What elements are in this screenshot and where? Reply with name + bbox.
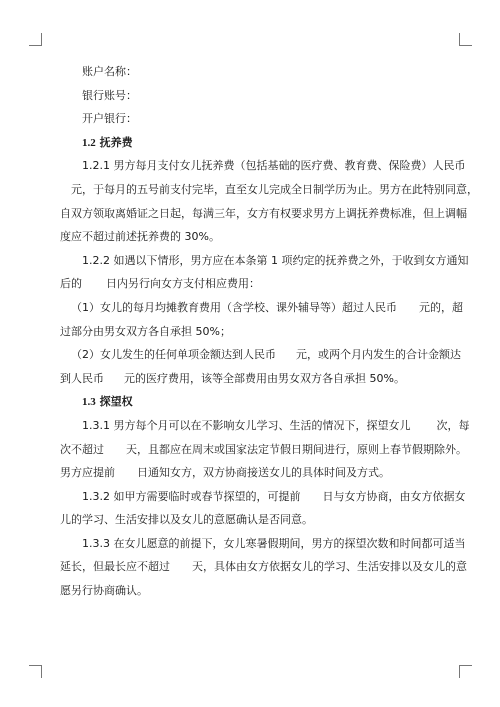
clause-1-2-1-line-4: 度应不超过前述抚养费的 30%。 [60, 230, 220, 244]
clause-text: 日与女方协商，由女方依据女 [322, 489, 466, 503]
clause-text: 日通知女方，双方协商接送女儿的具体时间及方式。 [137, 466, 390, 480]
clause-1-3-1-line-3 [60, 461, 440, 485]
clause-text: 次，每 [436, 418, 470, 432]
clause-text: 后的 [60, 277, 82, 291]
clause-text: 元的，超 [419, 300, 463, 314]
crop-mark-bottom-left [29, 665, 42, 678]
clause-1-3-2-line-1 [60, 485, 466, 509]
clause-text: 天，且都应在周末或国家法定节假日期间进行，原则上春节假期除外。 [126, 442, 467, 456]
clause-1-2-2-line-1: 1.2.2 如遇以下情形，男方应在本条第 1 项约定的抚养费之外，于收到女方通知 [82, 253, 469, 267]
section-title: 探望权 [99, 395, 133, 409]
clause-text: 日内另行向女方支付相应费用： [106, 277, 260, 291]
crop-mark-top-left [29, 33, 42, 46]
clause-text: 1.3.2 如甲方需要临时或春节探望的，可提前 [82, 489, 301, 503]
section-heading-visitation [60, 390, 440, 414]
clause-text: 天，具体由女方依据女儿的学习、生活安排以及女儿的意 [192, 560, 467, 574]
clause-1-2-1-line-3: 自双方领取离婚证之日起，每满三年，女方有权要求男方上调抚养费标准，但上调幅 [60, 206, 467, 220]
section-heading-support [60, 131, 440, 155]
section-number: 1.2 [82, 136, 96, 149]
clause-text: 次不超过 [60, 442, 104, 456]
clause-1-3-1-line-1 [60, 414, 470, 438]
clause-text: 到人民币 [60, 371, 104, 385]
item-2-line-1 [60, 343, 461, 367]
item-2-line-2 [60, 367, 440, 391]
bank-name-label: 开户银行： [82, 112, 137, 126]
account-number-label: 银行账号： [82, 88, 137, 102]
clause-text: 1.3.1 男方每个月可以在不影响女儿学习、生活的情况下，探望女儿 [82, 418, 411, 432]
section-title: 抚养费 [99, 135, 133, 149]
clause-1-3-3-line-2 [60, 555, 467, 579]
clause-text: 延长，但最长应不超过 [60, 560, 170, 574]
clause-1-3-2-line-2: 儿的学习、生活安排以及女儿的意愿确认是否同意。 [60, 513, 313, 527]
clause-1-3-3-line-3: 愿另行协商确认。 [60, 584, 148, 598]
clause-1-2-1-line-2: 元，于每月的五号前支付完毕，直至女儿完成全日制学历为止。男方在此特别同意， [71, 182, 478, 196]
clause-1-2-1-line-1: 1.2.1 男方每月支付女儿抚养费（包括基础的医疗费、教育费、保险费）人民币 [82, 159, 466, 173]
section-number: 1.3 [82, 396, 96, 409]
clause-1-3-1-line-2 [60, 438, 467, 462]
item-1-line-1 [60, 296, 463, 320]
item-1-line-2: 过部分由男女双方各自承担 50%； [60, 324, 231, 338]
clause-text: （1）女儿的每月均摊教育费用（含学校、课外辅导等）超过人民币 [71, 300, 397, 314]
clause-text: 元，或两个月内发生的合计金额达 [296, 348, 461, 362]
clause-text: 男方应提前 [60, 466, 115, 480]
clause-1-2-2-line-2 [60, 272, 440, 296]
document-body [60, 60, 478, 603]
clause-text: （2）女儿发生的任何单项金额达到人民币 [71, 348, 276, 362]
crop-mark-bottom-right [459, 665, 472, 678]
clause-text: 元的医疗费用，该等全部费用由男女双方各自承担 50%。 [124, 371, 405, 385]
account-name-label: 账户名称： [82, 65, 137, 78]
clause-1-3-3-line-1: 1.3.3 在女儿愿意的前提下，女儿寒暑假期间，男方的探望次数和时间都可适当 [82, 536, 466, 550]
crop-mark-top-right [459, 33, 472, 46]
